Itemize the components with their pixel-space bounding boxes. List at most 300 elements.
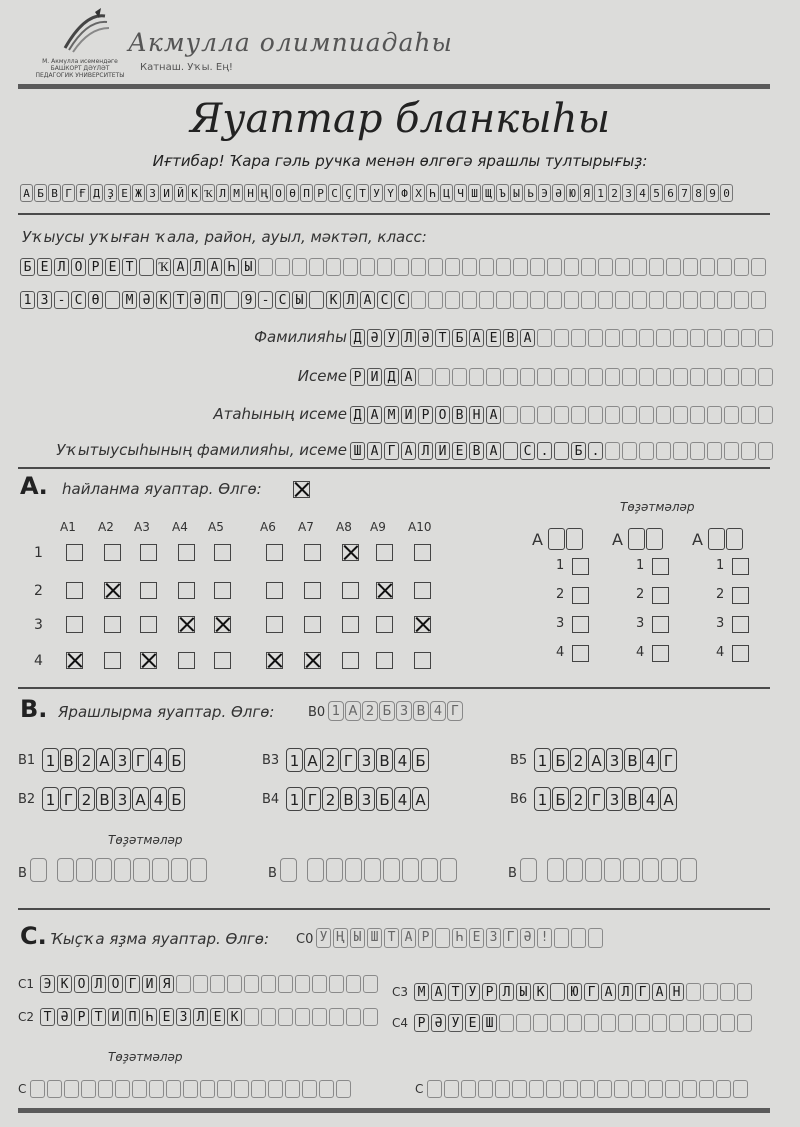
letter-cell[interactable]: Т [40, 1008, 55, 1026]
answer-checkbox[interactable] [104, 544, 121, 561]
letter-cell[interactable] [394, 258, 409, 276]
letter-cell[interactable] [537, 406, 552, 424]
letter-cell[interactable]: З [176, 1008, 191, 1026]
letter-cell[interactable] [479, 258, 494, 276]
letter-cell[interactable] [733, 1080, 748, 1098]
correction-cell[interactable] [114, 858, 131, 882]
letter-cell[interactable] [724, 406, 739, 424]
letter-cell[interactable] [622, 329, 637, 347]
letter-cell[interactable] [758, 442, 773, 460]
letter-cell[interactable]: П [207, 291, 222, 309]
letter-cell[interactable] [605, 329, 620, 347]
letter-cell[interactable] [554, 368, 569, 386]
answer-checkbox[interactable] [140, 616, 157, 633]
letter-cell[interactable] [720, 1014, 735, 1032]
letter-cell[interactable] [550, 1014, 565, 1032]
letter-cell[interactable]: 1 [20, 291, 35, 309]
letter-cell[interactable] [614, 1080, 629, 1098]
letter-cell[interactable]: Ш [350, 442, 365, 460]
letter-cell[interactable] [700, 291, 715, 309]
letter-cell[interactable]: П [125, 1008, 140, 1026]
answer-checkbox[interactable] [140, 582, 157, 599]
correction-checkbox[interactable] [652, 616, 669, 633]
letter-cell[interactable] [673, 368, 688, 386]
answer-cell[interactable]: 4 [642, 748, 659, 772]
letter-cell[interactable] [639, 329, 654, 347]
letter-cell[interactable]: Р [350, 368, 365, 386]
letter-cell[interactable]: Л [190, 258, 205, 276]
letter-cell[interactable] [652, 1014, 667, 1032]
answer-cell[interactable]: 3 [114, 748, 131, 772]
answer-cell[interactable]: В [624, 748, 641, 772]
letter-cell[interactable] [478, 1080, 493, 1098]
letter-cell[interactable]: Е [210, 1008, 225, 1026]
letter-cell[interactable] [631, 1080, 646, 1098]
answer-checkbox[interactable] [214, 652, 231, 669]
answer-checkbox[interactable] [342, 544, 359, 561]
letter-cell[interactable] [295, 1008, 310, 1026]
letter-cell[interactable]: Ө [88, 291, 103, 309]
letter-cell[interactable]: С [520, 442, 535, 460]
letter-cell[interactable] [632, 291, 647, 309]
letter-cell[interactable] [461, 1080, 476, 1098]
letter-cell[interactable]: М [384, 406, 399, 424]
letter-cell[interactable]: Б [571, 442, 586, 460]
letter-cell[interactable]: Г [635, 983, 650, 1001]
correction-cell[interactable] [604, 858, 621, 882]
letter-cell[interactable] [751, 291, 766, 309]
letter-cell[interactable]: А [469, 329, 484, 347]
letter-cell[interactable] [503, 442, 518, 460]
letter-cell[interactable]: Т [122, 258, 137, 276]
school-line-2[interactable] [20, 289, 768, 309]
answer-cell[interactable]: В [96, 787, 113, 811]
letter-cell[interactable] [278, 1008, 293, 1026]
answer-cells[interactable] [534, 748, 678, 772]
answer-cell[interactable]: 4 [150, 748, 167, 772]
letter-cell[interactable]: А [486, 406, 501, 424]
answer-cells[interactable] [286, 787, 430, 811]
letter-cell[interactable] [690, 368, 705, 386]
letter-cell[interactable] [537, 329, 552, 347]
letter-cell[interactable]: Л [343, 291, 358, 309]
letter-cell[interactable]: Ы [292, 291, 307, 309]
answer-cells[interactable] [286, 748, 430, 772]
letter-cell[interactable] [737, 1014, 752, 1032]
letter-cell[interactable] [564, 291, 579, 309]
answer-cells[interactable] [414, 1012, 754, 1032]
letter-cell[interactable]: Е [159, 1008, 174, 1026]
answer-cell[interactable]: 3 [358, 748, 375, 772]
letter-cell[interactable] [547, 258, 562, 276]
answer-cell[interactable]: Г [588, 787, 605, 811]
letter-cell[interactable] [571, 368, 586, 386]
letter-cell[interactable] [690, 329, 705, 347]
answer-cell[interactable]: Б [168, 787, 185, 811]
letter-cell[interactable] [309, 291, 324, 309]
letter-cell[interactable] [581, 258, 596, 276]
answer-cell[interactable]: А [304, 748, 321, 772]
answer-checkbox[interactable] [266, 544, 283, 561]
letter-cell[interactable] [495, 1080, 510, 1098]
letter-cell[interactable] [605, 368, 620, 386]
letter-cell[interactable] [580, 1080, 595, 1098]
letter-cell[interactable] [411, 258, 426, 276]
answer-checkbox[interactable] [104, 652, 121, 669]
letter-cell[interactable] [513, 291, 528, 309]
letter-cell[interactable] [312, 975, 327, 993]
field-cells[interactable] [350, 440, 775, 460]
letter-cell[interactable] [183, 1080, 198, 1098]
letter-cell[interactable] [105, 291, 120, 309]
letter-cell[interactable]: Ҡ [156, 258, 171, 276]
answer-checkbox[interactable] [266, 582, 283, 599]
letter-cell[interactable] [656, 442, 671, 460]
correction-cell[interactable] [190, 858, 207, 882]
letter-cell[interactable] [699, 1080, 714, 1098]
letter-cell[interactable]: Р [88, 258, 103, 276]
answer-cell[interactable]: Г [60, 787, 77, 811]
answer-checkbox[interactable] [140, 544, 157, 561]
letter-cell[interactable] [601, 1014, 616, 1032]
letter-cell[interactable] [224, 291, 239, 309]
correction-cell[interactable] [566, 858, 583, 882]
letter-cell[interactable] [666, 291, 681, 309]
correction-cell[interactable] [171, 858, 188, 882]
letter-cell[interactable] [469, 368, 484, 386]
letter-cell[interactable] [741, 329, 756, 347]
letter-cell[interactable] [564, 258, 579, 276]
letter-cell[interactable] [581, 291, 596, 309]
letter-cell[interactable] [530, 258, 545, 276]
letter-cell[interactable] [411, 291, 426, 309]
letter-cell[interactable]: А [207, 258, 222, 276]
letter-cell[interactable]: А [401, 368, 416, 386]
letter-cell[interactable] [741, 368, 756, 386]
letter-cell[interactable] [546, 1080, 561, 1098]
letter-cell[interactable] [724, 442, 739, 460]
letter-cell[interactable] [598, 258, 613, 276]
letter-cell[interactable] [656, 329, 671, 347]
letter-cell[interactable]: Д [384, 368, 399, 386]
letter-cell[interactable]: Т [173, 291, 188, 309]
letter-cell[interactable] [707, 442, 722, 460]
letter-cell[interactable] [707, 329, 722, 347]
letter-cell[interactable]: . [588, 442, 603, 460]
letter-cell[interactable] [683, 258, 698, 276]
correction-cell[interactable] [520, 858, 537, 882]
correction-cell[interactable] [326, 858, 343, 882]
answer-cell[interactable]: 2 [78, 748, 95, 772]
letter-cell[interactable] [166, 1080, 181, 1098]
answer-checkbox[interactable] [66, 616, 83, 633]
correction-cells[interactable] [427, 1078, 750, 1098]
letter-cell[interactable] [295, 975, 310, 993]
letter-cell[interactable] [686, 983, 701, 1001]
letter-cell[interactable] [285, 1080, 300, 1098]
correction-cell[interactable] [133, 858, 150, 882]
letter-cell[interactable] [567, 1014, 582, 1032]
answer-checkbox[interactable] [414, 582, 431, 599]
letter-cell[interactable]: И [108, 1008, 123, 1026]
answer-checkbox[interactable] [376, 616, 393, 633]
field-cells[interactable] [350, 404, 775, 424]
answer-checkbox[interactable] [376, 652, 393, 669]
letter-cell[interactable]: Р [74, 1008, 89, 1026]
answer-cell[interactable]: Г [660, 748, 677, 772]
answer-cell[interactable]: В [340, 787, 357, 811]
letter-cell[interactable] [445, 291, 460, 309]
answer-cell[interactable]: 1 [534, 748, 551, 772]
letter-cell[interactable]: В [503, 329, 518, 347]
answer-cell[interactable]: 4 [394, 787, 411, 811]
answer-cell[interactable]: Б [552, 787, 569, 811]
letter-cell[interactable] [512, 1080, 527, 1098]
letter-cell[interactable] [700, 258, 715, 276]
letter-cell[interactable]: Л [499, 983, 514, 1001]
letter-cell[interactable] [758, 406, 773, 424]
letter-cell[interactable] [690, 442, 705, 460]
letter-cell[interactable] [550, 983, 565, 1001]
answer-cells[interactable] [42, 748, 186, 772]
letter-cell[interactable]: 3 [37, 291, 52, 309]
letter-cell[interactable] [622, 406, 637, 424]
letter-cell[interactable]: О [74, 975, 89, 993]
letter-cell[interactable]: О [435, 406, 450, 424]
letter-cell[interactable]: Л [418, 442, 433, 460]
letter-cell[interactable] [499, 1014, 514, 1032]
answer-cell[interactable]: 2 [570, 748, 587, 772]
answer-cell[interactable]: В [60, 748, 77, 772]
letter-cell[interactable]: Е [452, 442, 467, 460]
letter-cell[interactable] [261, 1008, 276, 1026]
letter-cell[interactable]: Л [193, 1008, 208, 1026]
letter-cell[interactable]: - [54, 291, 69, 309]
letter-cell[interactable]: Р [414, 1014, 429, 1032]
correction-cell[interactable] [680, 858, 697, 882]
letter-cell[interactable] [346, 1008, 361, 1026]
letter-cell[interactable] [703, 1014, 718, 1032]
letter-cell[interactable] [428, 258, 443, 276]
letter-cell[interactable] [686, 1014, 701, 1032]
letter-cell[interactable] [268, 1080, 283, 1098]
letter-cell[interactable] [227, 975, 242, 993]
letter-cell[interactable] [707, 406, 722, 424]
letter-cell[interactable]: И [367, 368, 382, 386]
answer-checkbox[interactable] [342, 616, 359, 633]
letter-cell[interactable] [639, 368, 654, 386]
letter-cell[interactable] [47, 1080, 62, 1098]
answer-cell[interactable]: 1 [286, 748, 303, 772]
correction-cell[interactable] [364, 858, 381, 882]
correction-cell[interactable] [57, 858, 74, 882]
letter-cell[interactable] [302, 1080, 317, 1098]
letter-cell[interactable] [758, 329, 773, 347]
letter-cell[interactable] [486, 368, 501, 386]
letter-cell[interactable] [563, 1080, 578, 1098]
letter-cell[interactable] [598, 291, 613, 309]
letter-cell[interactable]: В [469, 442, 484, 460]
letter-cell[interactable]: Ә [418, 329, 433, 347]
answer-cell[interactable]: А [96, 748, 113, 772]
letter-cell[interactable]: Г [584, 983, 599, 1001]
answer-checkbox[interactable] [266, 616, 283, 633]
answer-checkbox[interactable] [342, 652, 359, 669]
letter-cell[interactable] [690, 406, 705, 424]
letter-cell[interactable] [139, 258, 154, 276]
field-cells[interactable] [350, 366, 775, 386]
letter-cell[interactable] [571, 329, 586, 347]
letter-cell[interactable] [741, 442, 756, 460]
letter-cell[interactable] [210, 975, 225, 993]
letter-cell[interactable]: Д [350, 329, 365, 347]
correction-cell[interactable] [440, 858, 457, 882]
letter-cell[interactable] [673, 329, 688, 347]
letter-cell[interactable] [336, 1080, 351, 1098]
letter-cell[interactable]: С [394, 291, 409, 309]
letter-cell[interactable] [309, 258, 324, 276]
letter-cell[interactable]: У [384, 329, 399, 347]
letter-cell[interactable] [363, 1008, 378, 1026]
letter-cell[interactable] [261, 975, 276, 993]
answer-cell[interactable]: Г [340, 748, 357, 772]
letter-cell[interactable]: Л [401, 329, 416, 347]
correction-cell[interactable] [585, 858, 602, 882]
letter-cell[interactable] [737, 983, 752, 1001]
letter-cell[interactable] [258, 258, 273, 276]
answer-checkbox[interactable] [342, 582, 359, 599]
letter-cell[interactable] [717, 258, 732, 276]
letter-cell[interactable]: А [520, 329, 535, 347]
answer-cells[interactable] [40, 973, 380, 993]
school-line-1[interactable] [20, 256, 768, 276]
letter-cell[interactable] [444, 1080, 459, 1098]
letter-cell[interactable] [326, 258, 341, 276]
letter-cell[interactable]: И [142, 975, 157, 993]
answer-checkbox[interactable] [414, 544, 431, 561]
correction-cell[interactable] [421, 858, 438, 882]
letter-cell[interactable] [329, 1008, 344, 1026]
letter-cell[interactable]: Ә [190, 291, 205, 309]
answer-checkbox[interactable] [178, 652, 195, 669]
letter-cell[interactable] [98, 1080, 113, 1098]
letter-cell[interactable]: Ә [431, 1014, 446, 1032]
answer-cell[interactable]: В [376, 748, 393, 772]
letter-cell[interactable]: Т [435, 329, 450, 347]
letter-cell[interactable] [615, 258, 630, 276]
letter-cell[interactable] [584, 1014, 599, 1032]
letter-cell[interactable] [639, 442, 654, 460]
letter-cell[interactable] [656, 368, 671, 386]
letter-cell[interactable]: Ы [241, 258, 256, 276]
answer-checkbox[interactable] [104, 616, 121, 633]
letter-cell[interactable] [648, 1080, 663, 1098]
answer-checkbox[interactable] [304, 544, 321, 561]
letter-cell[interactable]: М [414, 983, 429, 1001]
letter-cell[interactable] [673, 442, 688, 460]
letter-cell[interactable] [149, 1080, 164, 1098]
letter-cell[interactable] [666, 258, 681, 276]
letter-cell[interactable] [597, 1080, 612, 1098]
correction-cell[interactable] [661, 858, 678, 882]
field-cells[interactable] [350, 327, 775, 347]
correction-cell[interactable] [642, 858, 659, 882]
letter-cell[interactable] [605, 442, 620, 460]
answer-cell[interactable]: Б [168, 748, 185, 772]
letter-cell[interactable]: . [537, 442, 552, 460]
answer-checkbox[interactable] [66, 544, 83, 561]
letter-cell[interactable]: А [486, 442, 501, 460]
letter-cell[interactable]: О [108, 975, 123, 993]
letter-cell[interactable] [537, 368, 552, 386]
letter-cell[interactable] [554, 329, 569, 347]
letter-cell[interactable] [734, 258, 749, 276]
letter-cell[interactable]: К [156, 291, 171, 309]
letter-cell[interactable]: Е [105, 258, 120, 276]
answer-checkbox[interactable] [104, 582, 121, 599]
letter-cell[interactable] [377, 258, 392, 276]
letter-cell[interactable]: К [57, 975, 72, 993]
letter-cell[interactable] [217, 1080, 232, 1098]
letter-cell[interactable]: М [122, 291, 137, 309]
answer-checkbox[interactable] [304, 582, 321, 599]
letter-cell[interactable]: Т [91, 1008, 106, 1026]
letter-cell[interactable] [346, 975, 361, 993]
answer-cell[interactable]: Г [132, 748, 149, 772]
correction-cell[interactable] [307, 858, 324, 882]
letter-cell[interactable] [622, 368, 637, 386]
letter-cell[interactable] [649, 258, 664, 276]
letter-cell[interactable]: Э [40, 975, 55, 993]
letter-cell[interactable]: У [448, 1014, 463, 1032]
answer-cell[interactable]: Г [304, 787, 321, 811]
answer-cell[interactable]: 1 [286, 787, 303, 811]
letter-cell[interactable] [720, 983, 735, 1001]
answer-checkbox[interactable] [304, 616, 321, 633]
letter-cell[interactable]: Ә [57, 1008, 72, 1026]
letter-cell[interactable] [682, 1080, 697, 1098]
letter-cell[interactable]: Е [37, 258, 52, 276]
answer-cell[interactable]: 4 [394, 748, 411, 772]
correction-cell[interactable] [623, 858, 640, 882]
letter-cell[interactable]: Һ [142, 1008, 157, 1026]
answer-checkbox[interactable] [178, 616, 195, 633]
answer-cell[interactable]: 2 [570, 787, 587, 811]
letter-cell[interactable] [741, 406, 756, 424]
answer-cell[interactable]: 3 [606, 748, 623, 772]
answer-cell[interactable]: 2 [322, 748, 339, 772]
letter-cell[interactable] [717, 291, 732, 309]
correction-cell[interactable] [76, 858, 93, 882]
correction-checkbox[interactable] [732, 587, 749, 604]
answer-checkbox[interactable] [214, 582, 231, 599]
answer-cell[interactable]: 2 [322, 787, 339, 811]
letter-cell[interactable] [496, 258, 511, 276]
answer-checkbox[interactable] [304, 652, 321, 669]
letter-cell[interactable] [520, 406, 535, 424]
letter-cell[interactable] [635, 1014, 650, 1032]
letter-cell[interactable]: И [401, 406, 416, 424]
letter-cell[interactable] [462, 258, 477, 276]
letter-cell[interactable] [427, 1080, 442, 1098]
letter-cell[interactable] [605, 406, 620, 424]
letter-cell[interactable]: Ә [367, 329, 382, 347]
letter-cell[interactable]: Ы [516, 983, 531, 1001]
answer-cell[interactable]: 1 [42, 787, 59, 811]
letter-cell[interactable] [520, 368, 535, 386]
letter-cell[interactable] [734, 291, 749, 309]
letter-cell[interactable]: Б [452, 329, 467, 347]
